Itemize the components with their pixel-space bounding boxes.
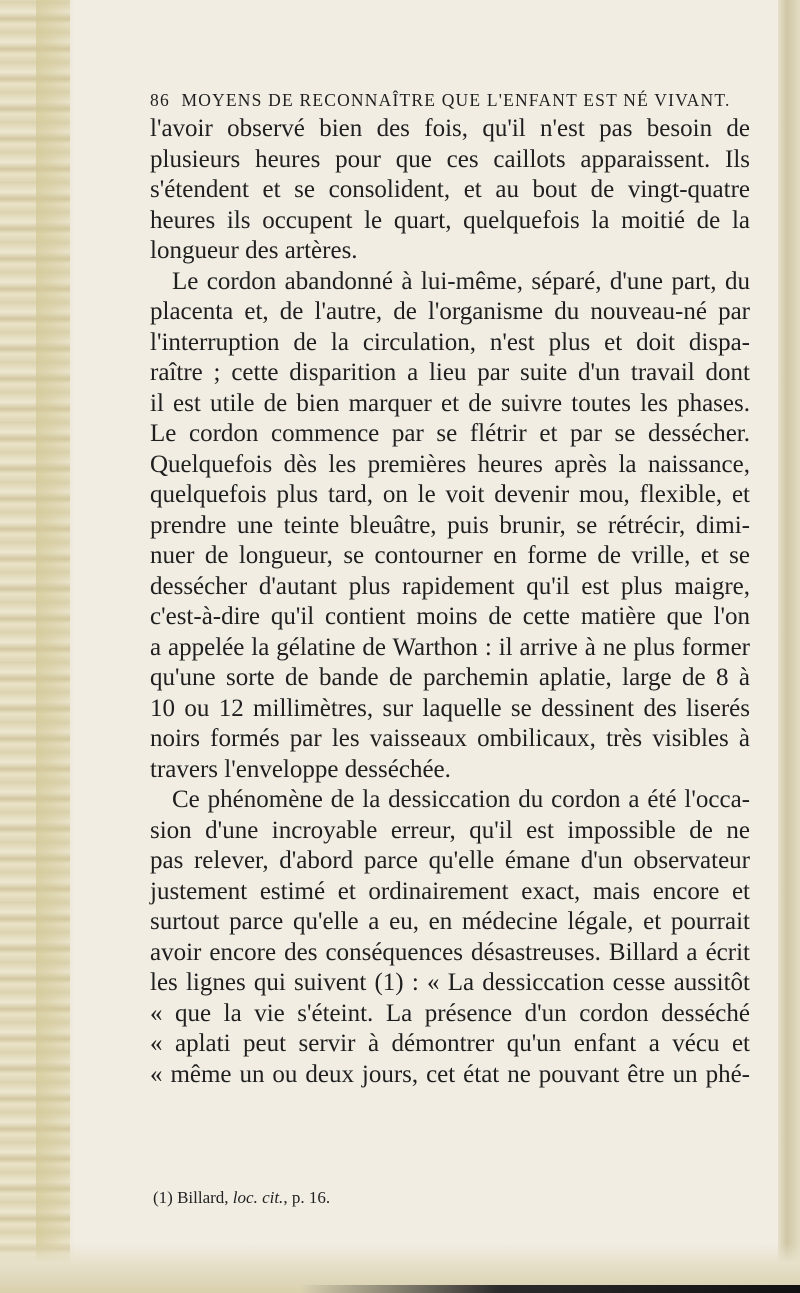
text-line: s'étendent et se consolident, et au bout de vingt-quatre bbox=[150, 176, 750, 203]
binding-shadow bbox=[36, 0, 76, 1293]
text-line: « que la vie s'éteint. La présence d'un cordon desséché bbox=[150, 999, 750, 1027]
text-line: surtout parce qu'elle a eu, en médecine légale, et pourrait bbox=[150, 908, 750, 935]
text-line: a appelée la gélatine de Warthon : il arrive à ne plus former bbox=[150, 633, 750, 661]
text-line: plusieurs heures pour que ces caillots apparaissent. Ils bbox=[150, 145, 750, 173]
text-line: nuer de longueur, se contourner en forme de vrille, et se bbox=[150, 542, 750, 569]
text-line: Quelquefois dès les premières heures après la naissance, bbox=[150, 450, 750, 478]
text-line: « aplati peut servir à démontrer qu'un enfant a vécu et bbox=[150, 1030, 750, 1057]
text-line: Ce phénomène de la dessiccation du cordon a été l'occa- bbox=[172, 786, 750, 813]
running-title: MOYENS DE RECONNAÎTRE QUE L'ENFANT EST NÉ VIVANT. bbox=[181, 90, 731, 110]
text-line: « même un ou deux jours, cet état ne pouvant être un phé- bbox=[150, 1060, 750, 1088]
footnote bbox=[153, 1188, 330, 1208]
text-line: les lignes qui suivent (1) : « La dessiccation cesse aussitôt bbox=[150, 969, 750, 996]
text-line: travers l'enveloppe desséchée. bbox=[150, 755, 451, 783]
running-header bbox=[150, 86, 750, 114]
text-line: Le cordon abandonné à lui-même, séparé, d'une part, du bbox=[172, 267, 750, 295]
text-line: c'est-à-dire qu'il contient moins de cette matière que l'on bbox=[150, 603, 750, 630]
text-line: l'interruption de la circulation, n'est plus et doit dispa- bbox=[150, 328, 750, 356]
footnote-marker: (1) Billard, bbox=[153, 1188, 233, 1207]
page-number: 86 bbox=[150, 90, 170, 110]
text-line: justement estimé et ordinairement exact, mais encore et bbox=[150, 877, 750, 905]
text-line: heures ils occupent le quart, quelquefois la moitié de la bbox=[150, 206, 750, 234]
text-line: quelquefois plus tard, on le voit devenir mou, flexible, et bbox=[150, 481, 750, 508]
text-line: qu'une sorte de bande de parchemin aplatie, large de 8 à bbox=[150, 664, 750, 691]
bottom-shadow bbox=[300, 1285, 800, 1293]
text-line: placenta et, de l'autre, de l'organisme du nouveau-né par bbox=[150, 298, 750, 325]
text-line: pas relever, d'abord parce qu'elle émane d'un observateur bbox=[150, 847, 750, 874]
text-line: sion d'une incroyable erreur, qu'il est impossible de ne bbox=[150, 816, 750, 844]
text-line: prendre une teinte bleuâtre, puis brunir, se rétrécir, dimi- bbox=[150, 511, 750, 539]
text-line: l'avoir observé bien des fois, qu'il n'est pas besoin de bbox=[150, 115, 750, 142]
body-text bbox=[150, 114, 750, 1090]
text-line: raître ; cette disparition a lieu par suite d'un travail dont bbox=[150, 359, 750, 386]
text-line: 10 ou 12 millimètres, sur laquelle se dessinent des liserés bbox=[150, 694, 750, 722]
footnote-page: , p. 16. bbox=[283, 1188, 331, 1207]
text-line: il est utile de bien marquer et de suivre toutes les phases. bbox=[150, 389, 750, 417]
text-line: Le cordon commence par se flétrir et par se dessécher. bbox=[150, 420, 750, 447]
page-edge-right bbox=[778, 0, 800, 1293]
text-line: noirs formés par les vaisseaux ombilicaux, très visibles à bbox=[150, 725, 750, 752]
text-line: longueur des artères. bbox=[150, 237, 358, 264]
footnote-citation: loc. cit. bbox=[232, 1188, 284, 1207]
page-content bbox=[150, 86, 750, 1090]
text-line: dessécher d'autant plus rapidement qu'il est plus maigre, bbox=[150, 572, 750, 600]
text-line: avoir encore des conséquences désastreuses. Billard a écrit bbox=[150, 938, 750, 966]
